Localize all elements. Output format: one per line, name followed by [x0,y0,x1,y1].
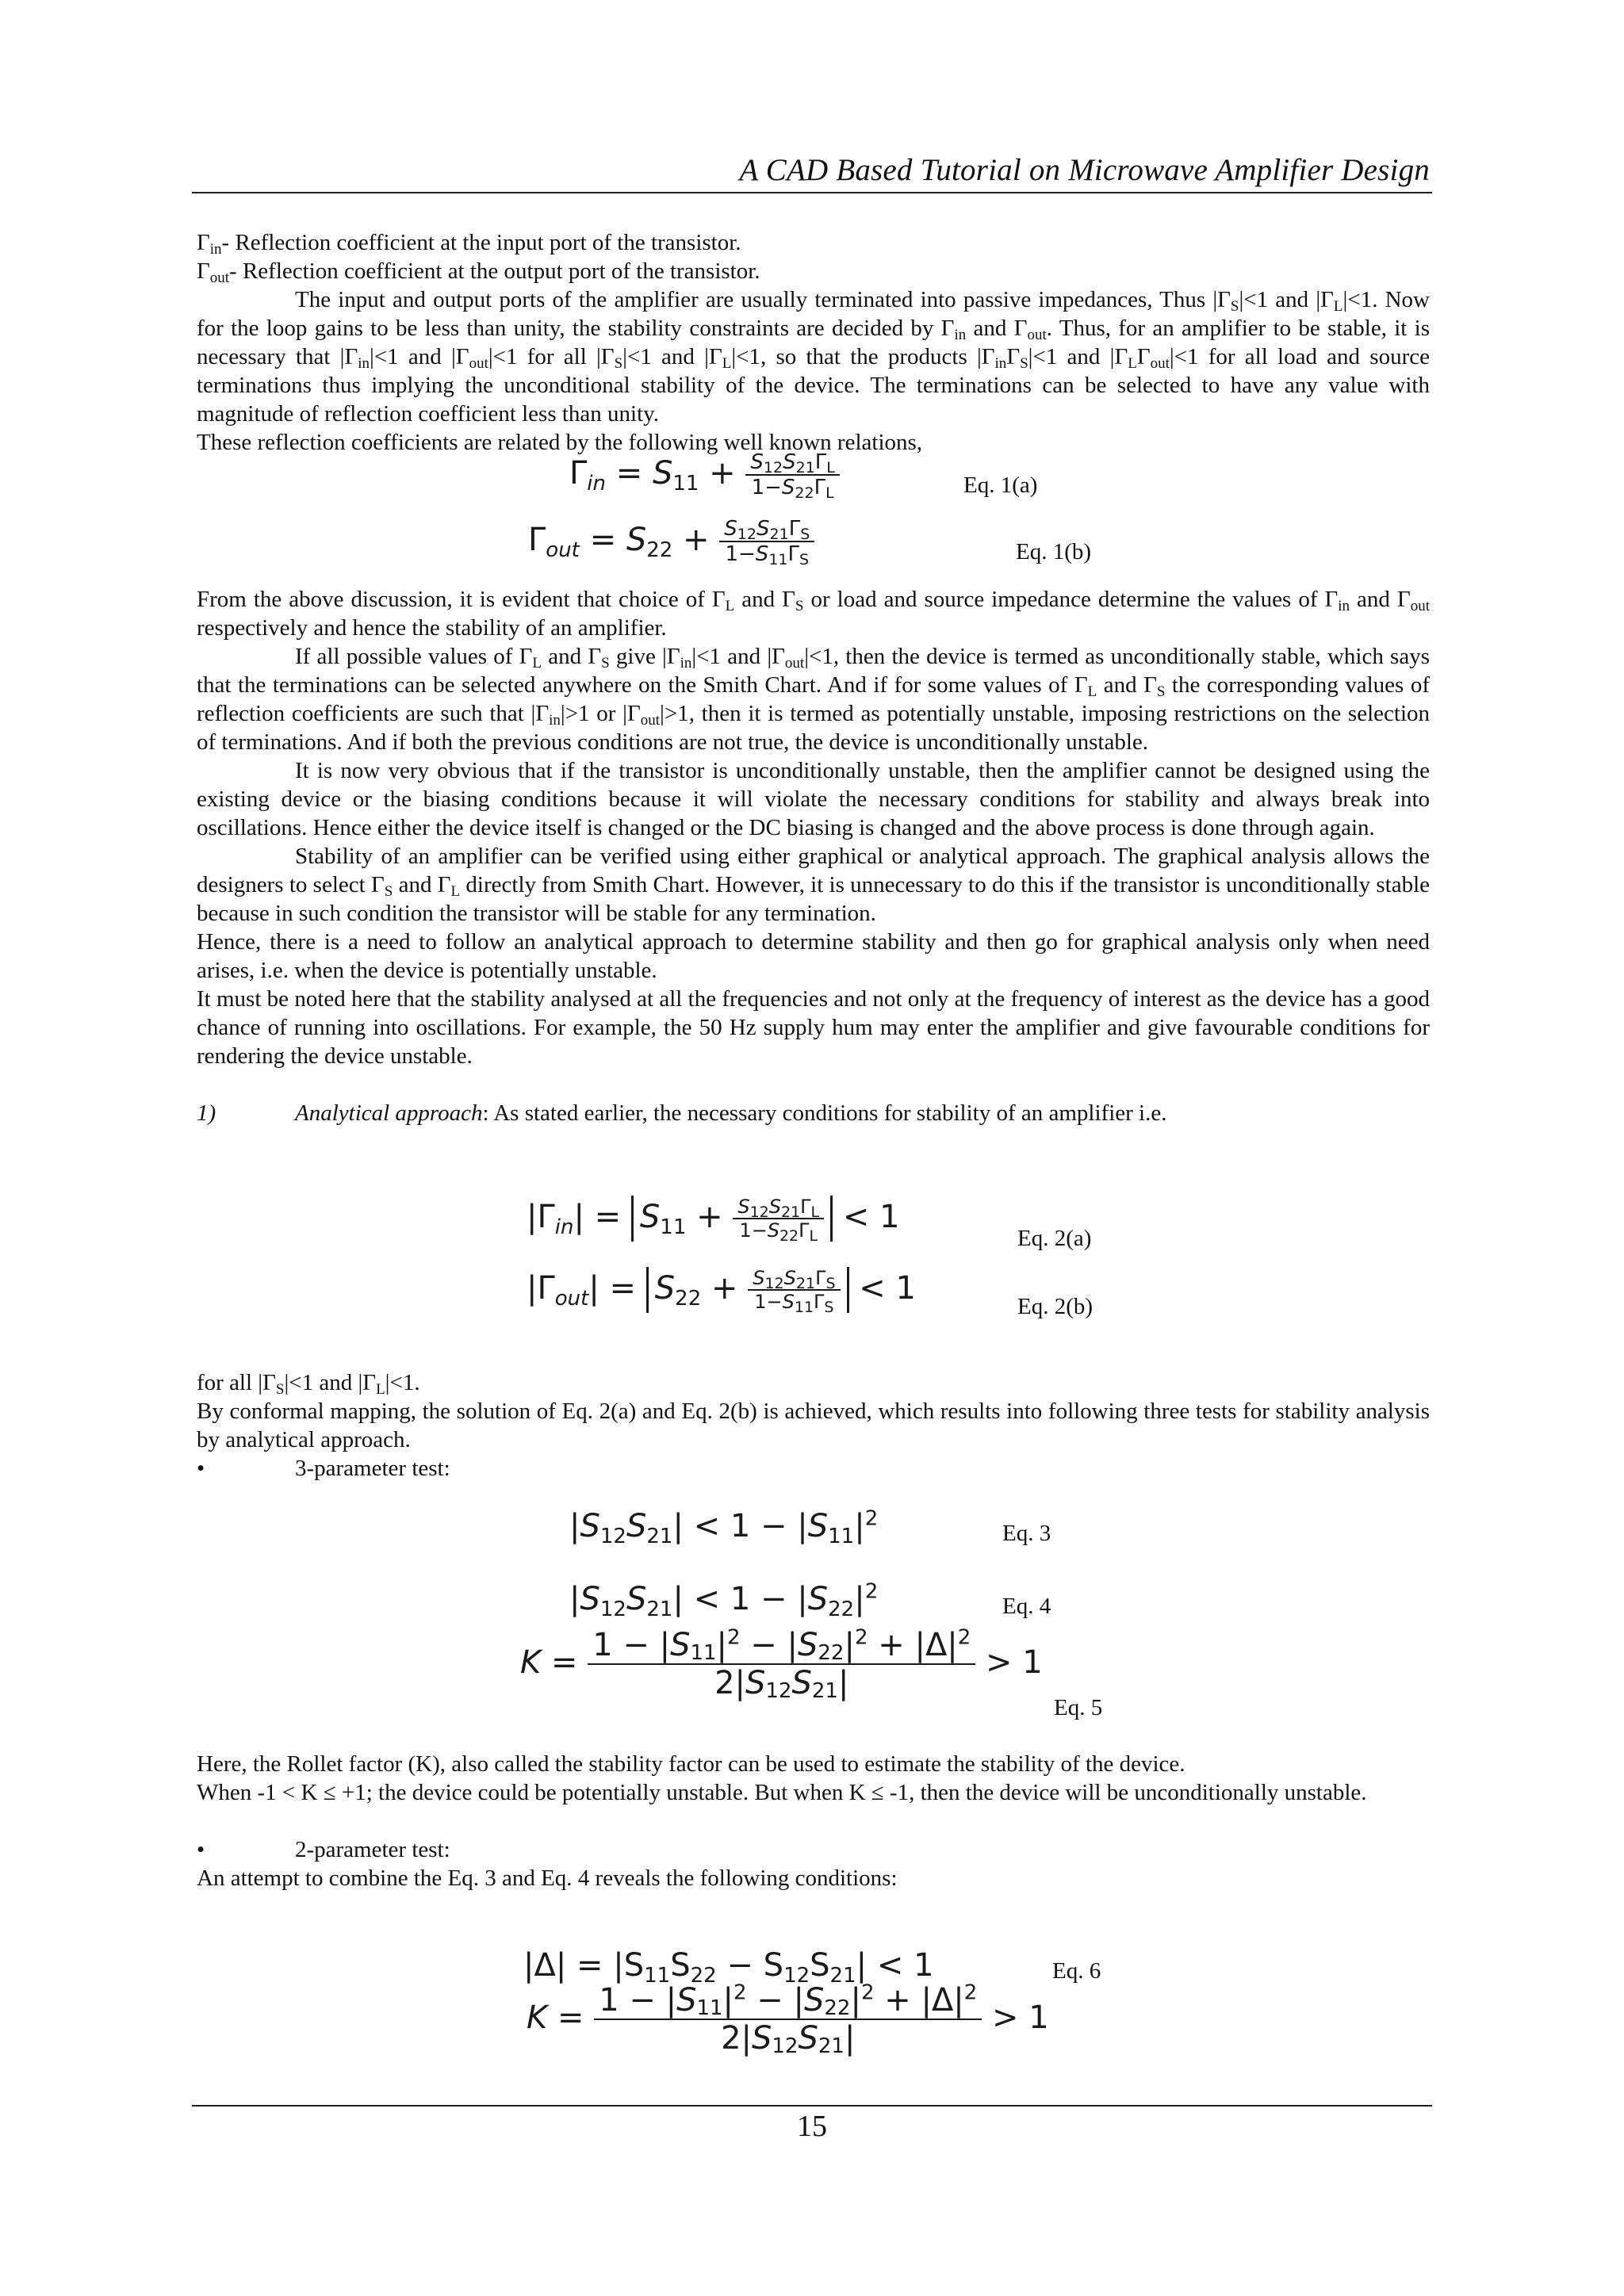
paragraph-frequencies: It must be noted here that the stability analysed at all the frequencies and not only at the frequency of interest as the device has a good chance of running into oscillations. For example, the 50 Hz supply hum may enter the amplifier and give favourable conditions for rendering the device unstable. [197,986,1430,1069]
header-rule [192,192,1432,193]
bullet-2-parameter: • 2-parameter test: [197,1837,450,1862]
text-block-1 [197,228,1430,457]
text-block-3 [197,1368,1430,1483]
paragraph-unconditional: If all possible values of $\Gamma_L$ and $\Gamma_S$ give $|\Gamma_{in}|<1$ and $|\Gamma_{out}|<1$, then the device is termed as unconditionally stable, which says that the terminations can be selected anywhere on the Smith Chart. And if for some values of $\Gamma_L$ and $\Gamma_S$ the corresponding values of reflection coefficients are such that $|\Gamma_{in}|>1$ or $|\Gamma_{out}|>1$, then it is termed as potentially unstable, imposing restrictions on the selection of terminations. And if both the previous conditions are not true, the device is unconditionally unstable. [197,644,1430,755]
eq-label-6: Eq. 6 [1052,1958,1101,1984]
text-block-2 [197,585,1430,1127]
equation-6a: $|\Delta| = |S_{11}S_{22} - S_{12}S_{21}| < 1$ [523,1947,934,1988]
paragraph-graphical: Stability of an amplifier can be verified using either graphical or analytical approach. The graphical analysis allows the designers to select $\Gamma_S$ and $\Gamma_L$ directly from Smith Chart. However, it is unnecessary to do this if the transistor is unconditionally stable because in such condition the transistor will be stable for any termination. [197,844,1431,926]
paragraph-relations-intro: These reflection coefficients are related by the following well known relations, [197,430,923,455]
paragraph-rollet: Here, the Rollet factor (K), also called the stability factor can be used to estimate the stability of the device. [197,1751,1185,1777]
equation-3: $|S_{12}S_{21}| < 1 - |S_{11}|^2$ [569,1506,879,1548]
paragraph-k-range: When -1 < K ≤ +1; the device could be potentially unstable. But when K ≤ -1, then the device will be unconditionally unstable. [197,1780,1367,1805]
paragraph-for-all: for all $|\Gamma_S|<1$ and $|\Gamma_L|<1$. [197,1370,420,1398]
footer-rule [192,2105,1432,2107]
eq-label-5: Eq. 5 [1054,1695,1103,1720]
paragraph-choice: From the above discussion, it is evident that choice of $\Gamma_L$ and $\Gamma_S$ or load and source impedance determine the values of $\Gamma_{in}$ and $\Gamma_{out}$ respectively and hence the stability of an amplifier. [197,587,1430,641]
equation-2a: $|\Gamma_{in}| = S_{11}$ + $\frac{S_{12}S_{21}\Gamma_L}{1-S_{22}\Gamma_L}$ < 1 [527,1196,900,1245]
paragraph-conformal: By conformal mapping, the solution of Eq. 2(a) and Eq. 2(b) is achieved, which results into following three tests for stability analysis by analytical approach. [197,1399,1430,1452]
paragraph-need: Hence, there is a need to follow an analytical approach to determine stability and then go for graphical analysis only when need arises, i.e. when the device is potentially unstable. [197,929,1430,983]
bullet-icon: • [197,1456,205,1481]
running-title: A CAD Based Tutorial on Microwave Amplifier Design [739,153,1430,187]
definition-gamma-out: $\Gamma_{out}-$ Reflection coefficient at the output port of the transistor. [197,258,760,286]
list-item-analytical: 1) Analytical approach: As stated earlier, the necessary conditions for stability of an amplifier i.e. [197,1100,1167,1126]
definition-gamma-in: $\Gamma_{in}-$ Reflection coefficient at the input port of the transistor. [197,230,741,258]
eq-label-4: Eq. 4 [1002,1594,1051,1619]
eq-label-1b: Eq. 1(b) [1016,539,1092,564]
equation-1b: $\Gamma_{out} = S_{22}$ + $\frac{S_{12}S_{21}\Gamma_S}{1-S_{11}\Gamma_S}$ [528,517,814,566]
paragraph-combine: An attempt to combine the Eq. 3 and Eq. 4 reveals the following conditions: [197,1866,898,1891]
eq-label-2a: Eq. 2(a) [1017,1226,1092,1251]
paragraph-obvious: It is now very obvious that if the transistor is unconditionally unstable, then the amplifier cannot be designed using the existing device or the biasing conditions because it will violate the necessary conditions for stability and always break into oscillations. Hence either the device itself is changed or the DC biasing is changed and the above process is done through again. [197,758,1430,840]
bullet-icon: • [197,1837,205,1862]
equation-2b: $|\Gamma_{out}| = S_{22}$ + $\frac{S_{12}S_{21}\Gamma_S}{1-S_{11}\Gamma_S}$ < 1 [527,1267,916,1316]
eq-label-1a: Eq. 1(a) [963,473,1038,498]
equation-4: $|S_{12}S_{21}| < 1 - |S_{22}|^2$ [569,1579,879,1621]
paragraph-terminations: The input and output ports of the amplifier are usually terminated into passive impedances, Thus $|\Gamma_S|<1$ and $|\Gamma_L|<1$. Now for the loop gains to be less than unity, the stability constraints are decided by $\Gamma_{in}$ and $\Gamma_{out}$. Thus, for an amplifier to be stable, it is necessary that $|\Gamma_{in}|<1$ and $|\Gamma_{out}|<1$ for all $|\Gamma_S|<1$ and $|\Gamma_L|<1$, so that the products $|\Gamma_{in}\Gamma_S|<1$ and $|\Gamma_L\Gamma_{out}|<1$ for all load and source terminations thus implying the unconditional stability of the device. The terminations can be selected to have any value with magnitude of reflection coefficient less than unity. [197,287,1430,427]
bullet-3-parameter: • 3-parameter test: [197,1456,450,1481]
equation-1a: $\Gamma_{in} = S_{11}$ + $\frac{S_{12}S_{21}\Gamma_L}{1-S_{22}\Gamma_L}$ [569,450,840,499]
eq-label-2b: Eq. 2(b) [1017,1294,1094,1319]
text-block-4 [197,1750,1430,1892]
equation-6b: K = $\frac{1 - |S_{11}|^2 - |S_{22}|^2 + |\Delta|^2}{2|S_{12}S_{21}|}$ > 1 [527,1980,1049,2058]
page-number: 15 [797,2110,827,2143]
eq-label-3: Eq. 3 [1002,1521,1051,1546]
equation-5: K = $\frac{1 - |S_{11}|^2 - |S_{22}|^2 + |\Delta|^2}{2|S_{12}S_{21}|}$ > 1 [520,1625,1043,1703]
